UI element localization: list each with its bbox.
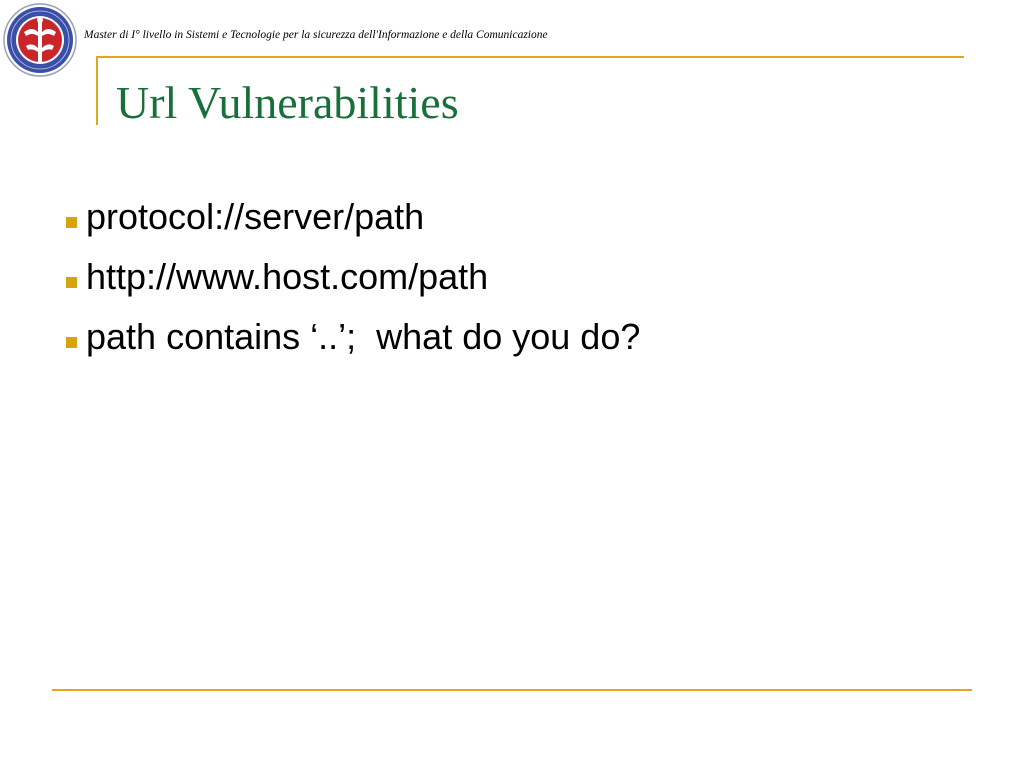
university-seal-icon: [2, 2, 78, 78]
slide-title: Url Vulnerabilities: [116, 77, 459, 128]
bullet-item: [66, 187, 640, 247]
title-frame-left-rule: [96, 56, 98, 125]
title-frame-top-rule: [96, 56, 964, 58]
square-bullet-icon: [66, 277, 77, 288]
bullet-text: path contains ‘..’; what do you do?: [86, 316, 641, 357]
footer-rule: [52, 689, 972, 691]
bullet-list: [66, 187, 640, 367]
square-bullet-icon: [66, 337, 77, 348]
bullet-item: [66, 247, 640, 307]
bullet-text: protocol://server/path: [86, 196, 425, 237]
bullet-item: [66, 307, 640, 367]
bullet-text: http://www.host.com/path: [86, 256, 489, 297]
square-bullet-icon: [66, 217, 77, 228]
header-institution-line: Master di I° livello in Sistemi e Tecnologie per la sicurezza dell'Informazione e della Comunicazione: [84, 29, 548, 41]
